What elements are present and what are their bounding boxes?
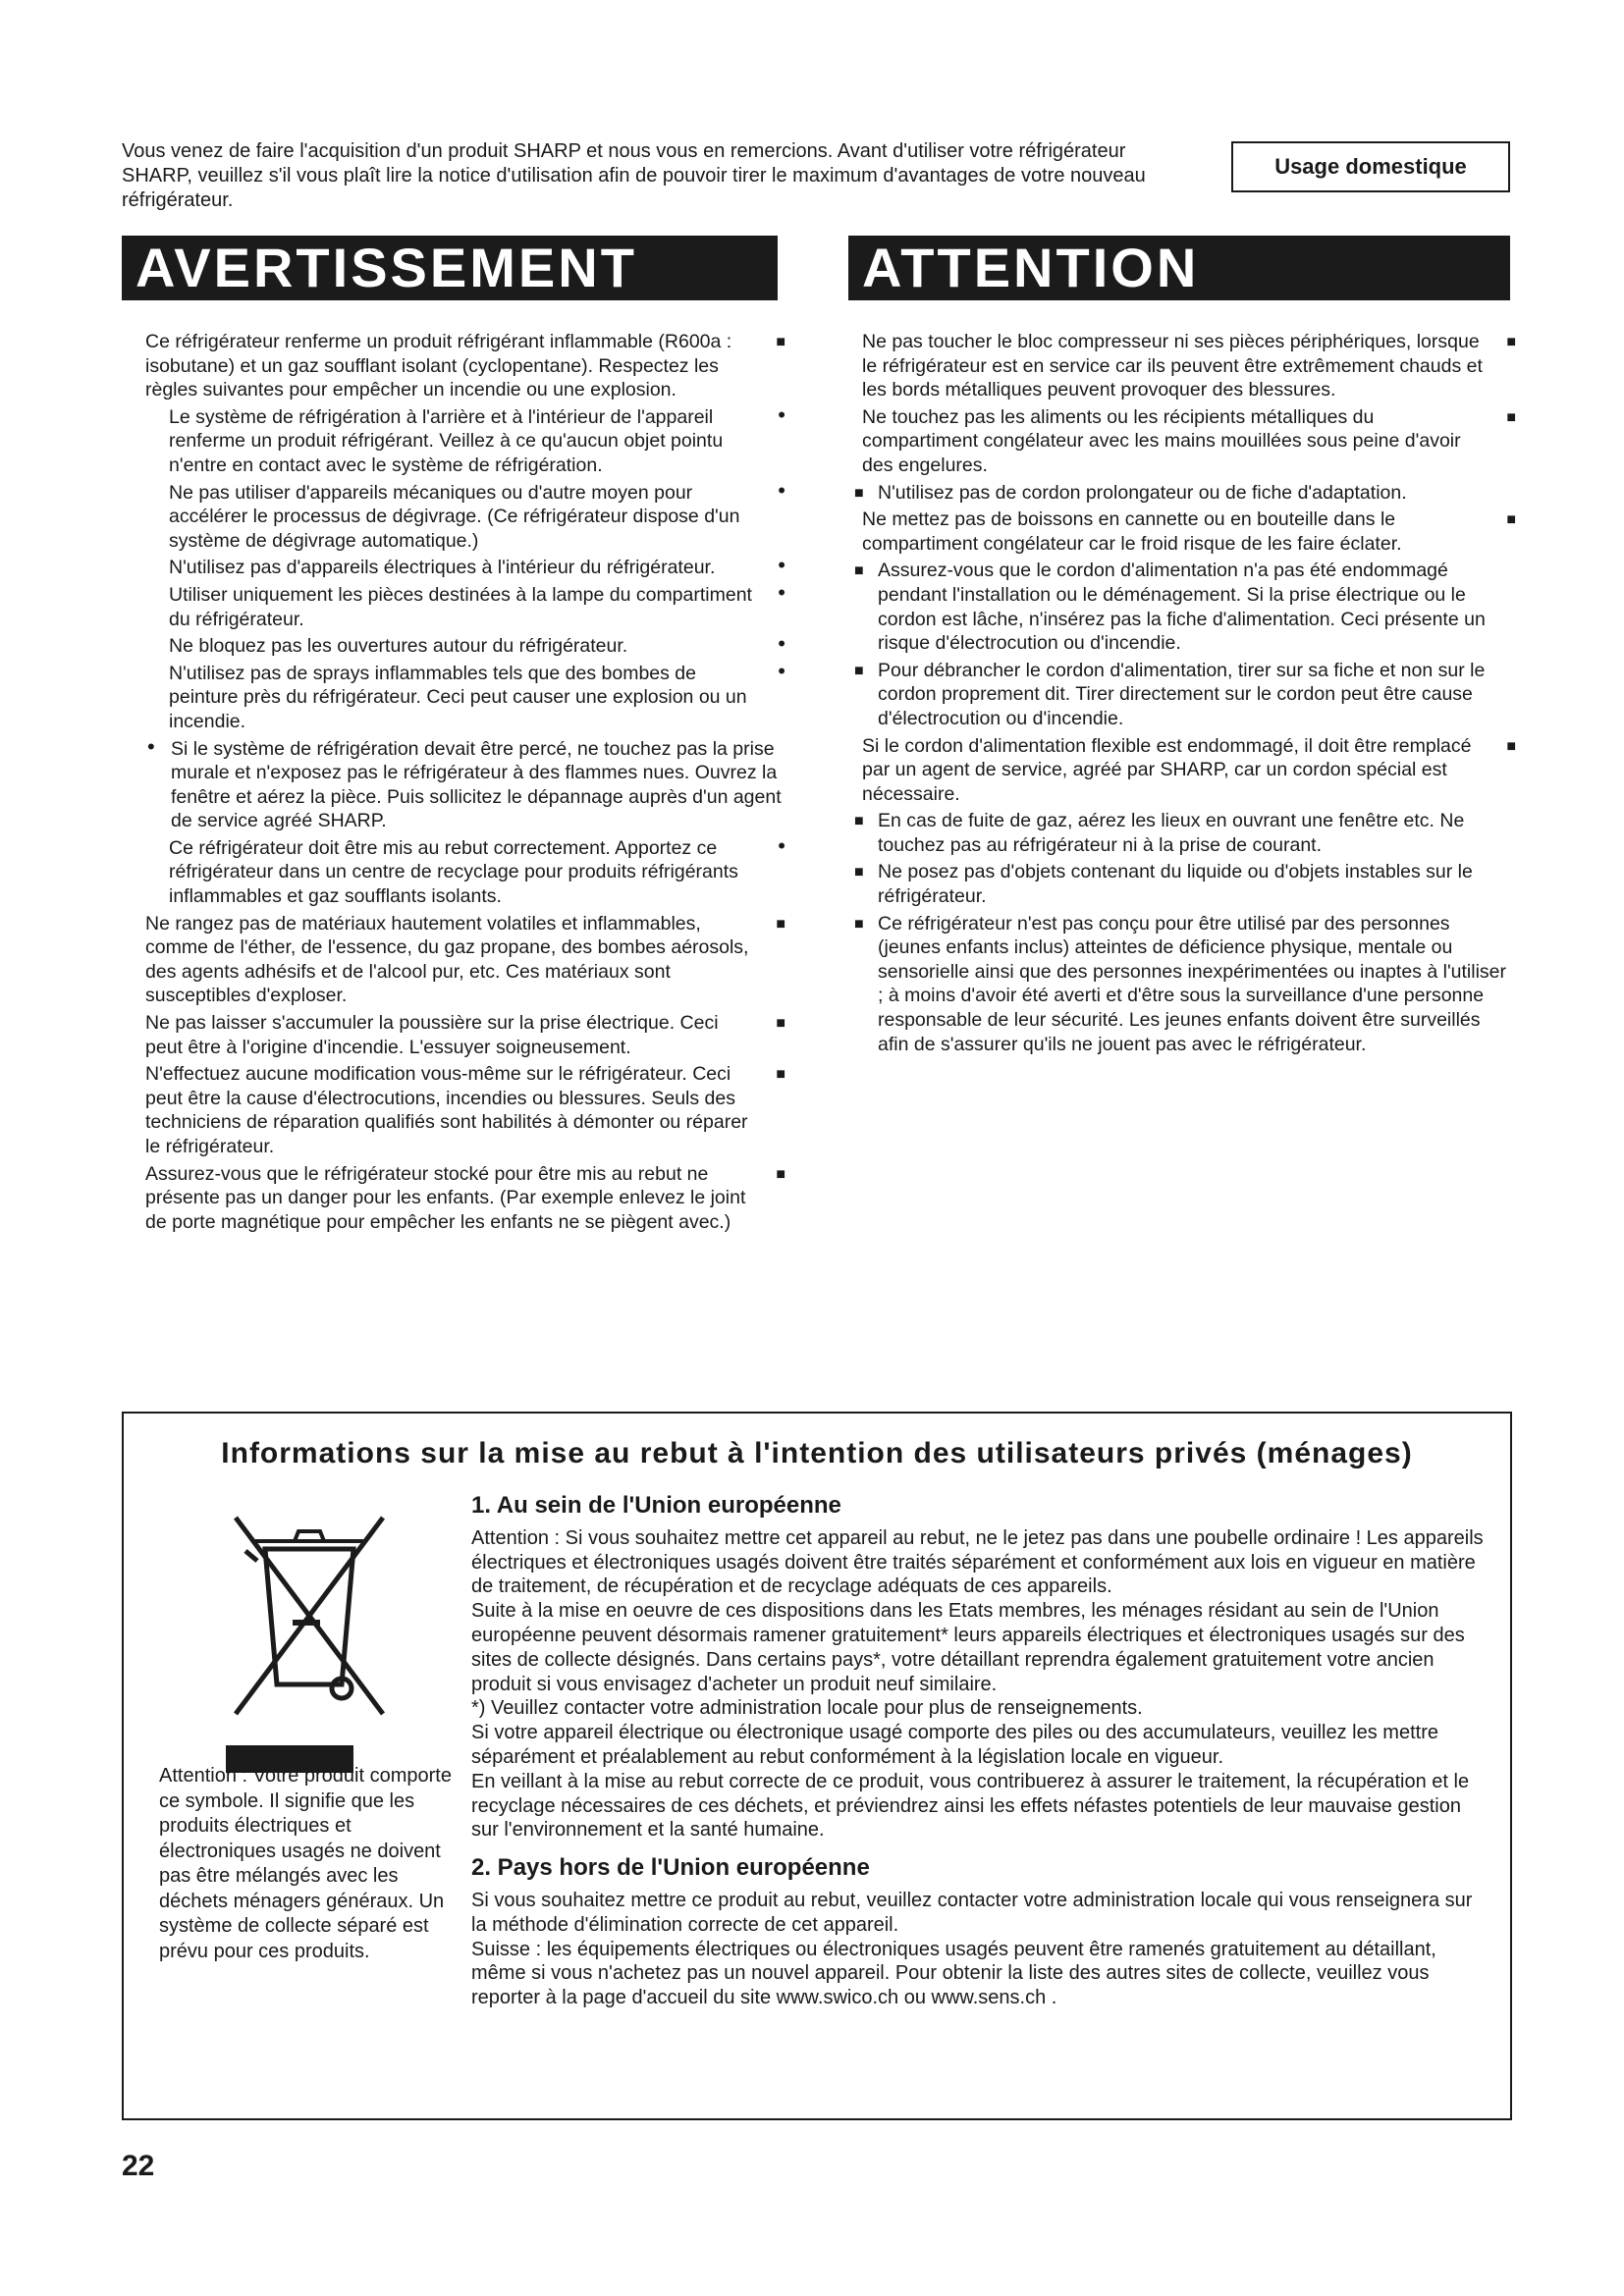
caution-item-text: En cas de fuite de gaz, aérez les lieux en ouvrant une fenêtre etc. Ne touchez pas au réfrigérateur ni à la prise de courant. [878,810,1465,856]
caution-item-text: N'utilisez pas de cordon prolongateur ou de fiche d'adaptation. [878,481,1407,504]
square-bullet-icon: ■ [854,813,864,830]
warning-item-text: N'utilisez pas de sprays inflammables tels que des bombes de peinture près du réfrigérateur. Ceci peut causer une explosion ou un incendie. [169,662,747,732]
warning-item [145,553,785,580]
avertissement-heading: AVERTISSEMENT [122,236,778,300]
warning-item-text: Ce réfrigérateur doit être mis au rebut correctement. Apportez ce réfrigérateur dans un centre de recyclage pour produits réfrigérants inflammables et gaz soufflants isolants. [169,836,738,908]
dot-bullet-icon: • [778,631,785,657]
dot-bullet-icon: • [147,733,155,759]
square-bullet-icon: ■ [776,1015,785,1033]
warning-item-text: Ne pas laisser s'accumuler la poussière sur la prise électrique. Ceci peut être à l'origine d'incendie. L'essuyer soigneusement. [145,1012,719,1058]
usage-label-text: Usage domestique [1274,154,1467,179]
warning-item [145,832,785,909]
warning-item [145,733,785,833]
dot-bullet-icon: • [778,401,785,427]
eu-paragraph: *) Veuillez contacter votre administration locale pour plus de renseignements. [471,1697,1143,1720]
caution-item [852,659,1516,731]
dot-bullet-icon: • [778,553,785,578]
square-bullet-icon: ■ [776,334,785,350]
warning-item-text: N'effectuez aucune modification vous-même sur le réfrigérateur. Ceci peut être la cause d'électrocutions, incendies ou blessures. Seuls des techniciens de réparation qualifiés sont habilités à démonter ou réparer le réfrigérateur. [145,1063,748,1157]
caution-item [852,481,1516,506]
warning-item [145,330,785,402]
dot-bullet-icon: • [778,477,785,503]
caution-item-text: Ne pas toucher le bloc compresseur ni ses pièces périphériques, lorsque le réfrigérateur est en service car ils peuvent être extrêmement chauds et les bords métalliques peuvent provoquer des blessures. [862,331,1483,401]
square-bullet-icon: ■ [1506,511,1516,529]
caution-item-text: Ne touchez pas les aliments ou les récipients métalliques du compartiment congélateur avec les mains mouillées sous peine d'avoir des engelures. [862,405,1461,476]
disposal-title: Informations sur la mise au rebut à l'intention des utilisateurs privés (ménages) [221,1437,1413,1469]
square-bullet-icon: ■ [776,1165,785,1183]
square-bullet-icon: ■ [1506,334,1516,350]
caution-item-text: Ne mettez pas de boissons en cannette ou en bouteille dans le compartiment congélateur car le froid risque de les faire éclater. [862,508,1402,555]
warning-item [145,631,785,659]
warning-item-text: Ne bloquez pas les ouvertures autour du réfrigérateur. [169,635,628,658]
attention-heading: ATTENTION [848,236,1510,300]
warning-item-text: Assurez-vous que le réfrigérateur stocké pour être mis au rebut ne présente pas un danger pour les enfants. (Par exemple enlevez le joint de porte magnétique pour empêcher les enfants ne se piègent avec.) [145,1162,746,1233]
non-eu-paragraph: Suisse : les équipements électriques ou électroniques usagés peuvent être ramenés gratuitement au détaillant, même si vous n'achetez pas un nouvel appareil. Pour obtenir la liste des autres sites de collecte, veuillez vous reporter à la page d'accueil du site www.swico.ch ou www.sens.ch . [471,1938,1436,2009]
caution-item-text: Ce réfrigérateur n'est pas conçu pour être utilisé par des personnes (jeunes enfants inclus) atteintes de déficience physique, mentale ou sensorielle ainsi que des personnes inexpérimentées ou inaptes à l'utiliser ; à moins d'avoir été averti et d'être sous la surveillance d'une personne responsable de leur sécurité. Les jeunes enfants doivent être surveillés afin de s'assurer qu'ils ne jouent pas avec le réfrigérateur. [878,912,1507,1055]
caution-item [852,330,1516,402]
square-bullet-icon: ■ [854,484,864,502]
warning-item-text: Si le système de réfrigération devait être percé, ne touchez pas la prise murale et n'exposez pas le réfrigérateur à des flammes nues. Ouvrez la fenêtre et aérez la pièce. Puis sollicitez le dépannage auprès d'un agent de service agréé SHARP. [171,737,782,832]
warning-item [145,401,785,478]
square-bullet-icon: ■ [1506,408,1516,426]
avertissement-list [145,330,785,1237]
warning-item [145,1162,785,1235]
caution-item [852,860,1516,908]
disposal-info-box [122,1412,1512,2120]
warning-item-text: N'utilisez pas d'appareils électriques à l'intérieur du réfrigérateur. [169,557,716,579]
warning-item-text: Utiliser uniquement les pièces destinées à la lampe du compartiment du réfrigérateur. [169,583,752,630]
eu-paragraph: Suite à la mise en oeuvre de ces dispositions dans les Etats membres, les ménages résidant au sein de l'Union européenne peuvent désormais ramener gratuitement* leurs appareils électriques et électroniques usagés sur des sites de collecte désignés. Dans certains pays*, votre détaillant reprendra également gratuitement votre ancien produit si vous envisagez d'acheter un produit neuf similaire. [471,1600,1465,1695]
square-bullet-icon: ■ [854,915,864,933]
caution-item [852,507,1516,556]
square-bullet-icon: ■ [854,864,864,881]
usage-domestique-label [1231,141,1510,192]
warning-item-text: Le système de réfrigération à l'arrière et à l'intérieur de l'appareil renferme un produit réfrigérant. Veillez à ce qu'aucun objet pointu n'entre en contact avec le système de réfrigération. [169,405,724,476]
page-number: 22 [122,2150,155,2182]
caution-item [852,912,1516,1057]
warning-item [145,658,785,734]
warning-item-text: Ne rangez pas de matériaux hautement volatiles et inflammables, comme de l'éther, de l'essence, du gaz propane, des bombes aérosols, des agents adhésifs et de l'alcool pur, etc. Ces matériaux sont susceptibles d'exploser. [145,912,749,1007]
warning-item-text: Ne pas utiliser d'appareils mécaniques ou d'autre moyen pour accélérer le processus de dégivrage. (Ce réfrigérateur dispose d'un système de dégivrage automatique.) [169,481,740,552]
caution-item-text: Si le cordon d'alimentation flexible est endommagé, il doit être remplacé par un agent de service, agréé par SHARP, car un cordon spécial est nécessaire. [862,734,1472,805]
dot-bullet-icon: • [778,579,785,605]
warning-item-text: Ce réfrigérateur renferme un produit réfrigérant inflammable (R600a : isobutane) et un gaz soufflant isolant (cyclopentane). Respectez les règles suivantes pour empêcher un incendie ou une explosion. [145,331,732,401]
square-bullet-icon: ■ [776,1066,785,1084]
symbol-explanation: Attention : Votre produit comporte ce symbole. Il signifie que les produits électriques et électroniques usagés ne doivent pas être mélangés avec les déchets ménagers généraux. Un système de collecte séparé est prévu pour ces produits. [159,1765,452,1962]
caution-item-text: Assurez-vous que le cordon d'alimentation n'a pas été endommagé pendant l'installation ou le déménagement. Si la prise électrique ou le cordon est lâche, n'insérez pas la fiche d'alimentation. Ceci présente un risque d'électrocution ou d'incendie. [878,560,1486,655]
square-bullet-icon: ■ [854,662,864,679]
dot-bullet-icon: • [778,658,785,683]
section-non-eu-heading: 2. Pays hors de l'Union européenne [471,1854,870,1882]
warning-item [145,912,785,1008]
square-bullet-icon: ■ [776,915,785,933]
square-bullet-icon: ■ [1506,737,1516,755]
crossed-out-wheelie-bin-icon [216,1512,403,1737]
caution-item [852,734,1516,807]
warning-item [145,1062,785,1158]
disposal-content [471,1494,1492,2010]
warning-item [145,477,785,554]
dot-bullet-icon: • [778,832,785,858]
caution-item [852,559,1516,655]
eu-paragraph: Attention : Si vous souhaitez mettre cet appareil au rebut, ne le jetez pas dans une poubelle ordinaire ! Les appareils électriques et électroniques usagés doivent être traités séparément et conformément aux lois en vigueur en matière de traitement, de récupération et de recyclage adéquats de ces appareils. [471,1526,1484,1598]
warning-item [145,579,785,631]
section-eu-heading: 1. Au sein de l'Union européenne [471,1492,841,1519]
square-bullet-icon: ■ [854,562,864,580]
attention-list [852,330,1516,1059]
non-eu-paragraph: Si vous souhaitez mettre ce produit au rebut, veuillez contacter votre administration locale qui vous renseignera sur la méthode d'élimination correcte de cet appareil. [471,1889,1473,1936]
caution-item [852,809,1516,857]
eu-paragraph: En veillant à la mise au rebut correcte de ce produit, vous contribuerez à assurer le traitement, la récupération et le recyclage nécessaires de ces déchets, et préviendrez ainsi les effets néfastes potentiels de leur mauvaise gestion sur l'environnement et la santé humaine. [471,1770,1470,1842]
intro-text: Vous venez de faire l'acquisition d'un produit SHARP et nous vous en remercions. Avant d'utiliser votre réfrigérateur SHARP, veuillez s'il vous plaît lire la notice d'utilisation afin de pouvoir tirer le maximum d'avantages de votre nouveau réfrigérateur. [122,140,1146,211]
caution-item [852,405,1516,478]
eu-paragraph: Si votre appareil électrique ou électronique usagé comporte des piles ou des accumulateurs, veuillez les mettre séparément et préalablement au rebut conformément à la législation locale en vigueur. [471,1722,1438,1768]
caution-item-text: Pour débrancher le cordon d'alimentation, tirer sur sa fiche et non sur le cordon proprement dit. Tirer directement sur le cordon peut être cause d'électrocution ou d'incendie. [878,659,1486,729]
warning-item [145,1011,785,1059]
caution-item-text: Ne posez pas d'objets contenant du liquide ou d'objets instables sur le réfrigérateur. [878,861,1473,908]
